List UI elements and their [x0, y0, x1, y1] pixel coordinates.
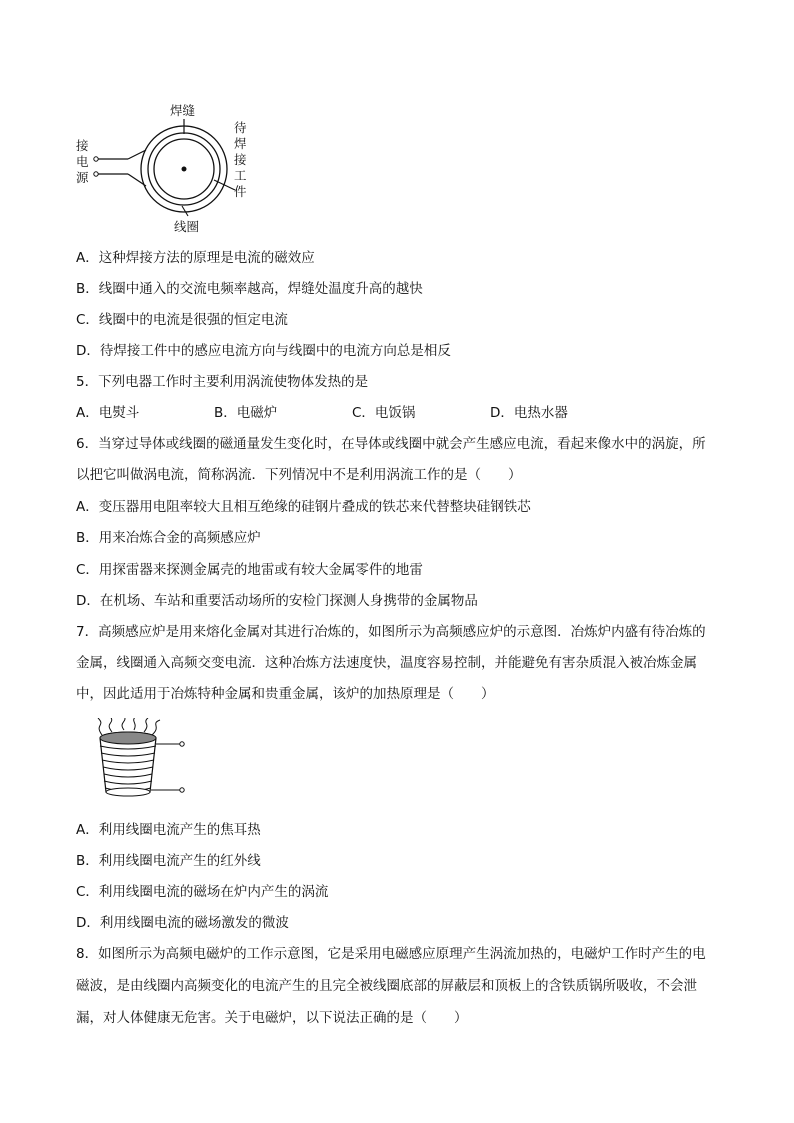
q7-option-a[interactable]: A．利用线圈电流产生的焦耳热: [76, 822, 261, 838]
power-label-1: 接: [76, 138, 89, 153]
q6-option-b[interactable]: B．用来冶炼合金的高频感应炉: [76, 530, 261, 546]
q5-option-a[interactable]: A．电熨斗: [76, 405, 140, 421]
workpiece-label-1: 待: [234, 120, 247, 135]
induction-furnace-diagram: [88, 718, 193, 804]
q5-option-c[interactable]: C．电饭锅: [352, 405, 416, 421]
q4-option-b[interactable]: B．线圈中通入的交流电频率越高，焊缝处温度升高的越快: [76, 281, 423, 297]
power-label-2: 电: [76, 154, 89, 169]
weld-label: 焊缝: [170, 103, 196, 118]
q6-option-d[interactable]: D．在机场、车站和重要活动场所的安检门探测人身携带的金属物品: [76, 593, 478, 609]
q4-option-c[interactable]: C．线圈中的电流是很强的恒定电流: [76, 312, 288, 328]
q6-option-a[interactable]: A．变压器用电阻率较大且相互绝缘的硅钢片叠成的铁芯来代替整块硅钢铁芯: [76, 499, 531, 515]
q7-stem-2: 金属，线圈通入高频交变电流．这种冶炼方法速度快，温度容易控制，并能避免有害杂质混入被冶炼金属: [76, 655, 697, 671]
q4-option-d[interactable]: D．待焊接工件中的感应电流方向与线圈中的电流方向总是相反: [76, 343, 451, 359]
q6-option-c[interactable]: C．用探雷器来探测金属壳的地雷或有较大金属零件的地雷: [76, 562, 423, 578]
q6-stem-2: 以把它叫做涡电流，简称涡流．下列情况中不是利用涡流工作的是（ ）: [76, 467, 522, 483]
welding-diagram: [70, 98, 260, 238]
q7-stem-1: 7．高频感应炉是用来熔化金属对其进行冶炼的，如图所示为高频感应炉的示意图．冶炼炉内盛有待冶炼的: [76, 624, 706, 640]
power-label-3: 源: [76, 170, 89, 185]
q4-option-a[interactable]: A．这种焊接方法的原理是电流的磁效应: [76, 250, 315, 266]
workpiece-label-5: 件: [234, 184, 247, 199]
q7-stem-3: 中，因此适用于冶炼特种金属和贵重金属，该炉的加热原理是（ ）: [76, 686, 495, 702]
q6-stem-1: 6．当穿过导体或线圈的磁通量发生变化时，在导体或线圈中就会产生感应电流，看起来像水中的涡旋，所: [76, 436, 706, 452]
q8-stem-3: 漏，对人体健康无危害。关于电磁炉，以下说法正确的是（ ）: [76, 1010, 468, 1026]
q8-stem-2: 磁波，是由线圈内高频变化的电流产生的且完全被线圈底部的屏蔽层和顶板上的含铁质锅所吸收，不会泄: [76, 978, 697, 994]
q8-stem-1: 8．如图所示为高频电磁炉的工作示意图，它是采用电磁感应原理产生涡流加热的，电磁炉工作时产生的电: [76, 946, 706, 962]
workpiece-label-4: 工: [234, 168, 247, 183]
q5-option-d[interactable]: D．电热水器: [490, 405, 568, 421]
q7-option-d[interactable]: D．利用线圈电流的磁场激发的微波: [76, 915, 289, 931]
q5-option-b[interactable]: B．电磁炉: [214, 405, 278, 421]
q7-option-c[interactable]: C．利用线圈电流的磁场在炉内产生的涡流: [76, 884, 329, 900]
q7-option-b[interactable]: B．利用线圈电流产生的红外线: [76, 853, 261, 869]
coil-label: 线圈: [174, 219, 200, 234]
workpiece-label-2: 焊: [234, 136, 247, 151]
workpiece-label-3: 接: [234, 152, 247, 167]
q5-stem: 5．下列电器工作时主要利用涡流使物体发热的是: [76, 374, 369, 390]
